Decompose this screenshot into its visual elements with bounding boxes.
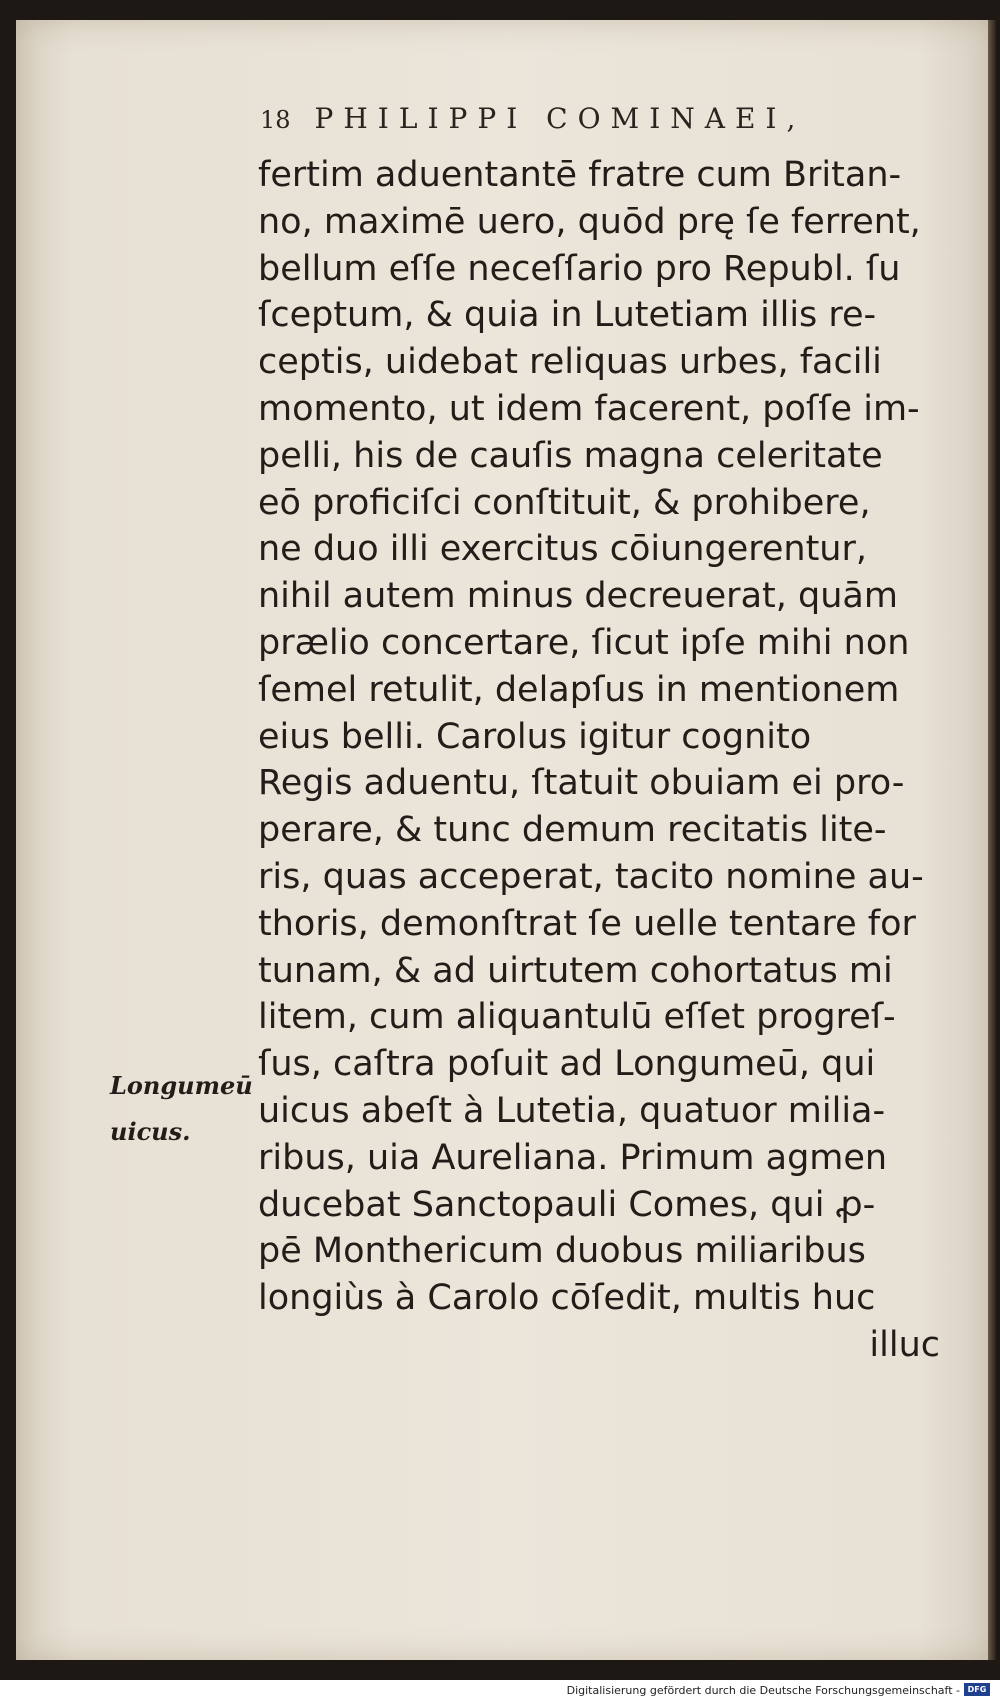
- page-edge: [988, 20, 996, 1660]
- text-line: Regis aduentu, ſtatuit obuiam ei pro-: [258, 763, 905, 804]
- text-line: uicus abeſt à Lutetia, quatuor milia-: [258, 1090, 886, 1131]
- marginal-note-line: Longumeū: [110, 1071, 253, 1100]
- text-line: fertim aduentantē fratre cum Britan-: [258, 155, 902, 195]
- text-line: prælio concertare, ſicut ipſe mihi non: [258, 622, 910, 663]
- text-line: ſus, caſtra poſuit ad Longumeū, qui: [258, 1044, 876, 1085]
- body-text: [258, 152, 958, 1369]
- text-line: ne duo illi exercitus cōiungerentur,: [258, 529, 867, 570]
- text-line: no, maximē uero, quōd prę ſe ferrent,: [258, 201, 921, 242]
- text-line: pelli, his de cauſis magna celeritate: [258, 435, 883, 476]
- marginal-note-line: uicus.: [110, 1117, 191, 1146]
- text-line: tunam, & ad uirtutem cohortatus mi: [258, 950, 893, 991]
- text-line: bellum eſſe neceſſario pro Republ. ſu: [258, 248, 901, 289]
- text-line: ribus, uia Aureliana. Primum agmen: [258, 1137, 888, 1178]
- text-line: eius belli. Carolus igitur cognito: [258, 716, 812, 757]
- running-head: [260, 102, 805, 135]
- funding-credit: Digitalisierung gefördert durch die Deutsche Forschungsgemeinschaft -: [566, 1684, 960, 1697]
- text-line: eō proficiſci conſtituit, & prohibere,: [258, 482, 871, 523]
- text-line: ſceptum, & quia in Lutetiam illis re-: [258, 295, 877, 336]
- text-line: ſemel retulit, delapſus in mentionem: [258, 669, 900, 710]
- text-line: ris, quas acceperat, tacito nomine au-: [258, 856, 924, 897]
- text-line: thoris, demonſtrat ſe uelle tentare for: [258, 903, 916, 944]
- text-line: perare, & tunc demum recitatis lite-: [258, 810, 887, 851]
- text-line: litem, cum aliquantulū eſſet progreſ-: [258, 997, 896, 1038]
- text-line: momento, ut idem facerent, poſſe im-: [258, 388, 920, 429]
- text-line: pē Monthericum duobus miliaribus: [258, 1231, 866, 1272]
- text-line: ceptis, uidebat reliquas urbes, facili: [258, 342, 882, 383]
- catchword: illuc: [869, 1324, 940, 1365]
- page-number: 18: [260, 106, 291, 134]
- dfg-logo-icon: DFG: [964, 1683, 990, 1696]
- text-line: ducebat Sanctopauli Comes, qui ꝓ-: [258, 1184, 876, 1225]
- text-line: longiùs à Carolo cōſedit, multis huc: [258, 1278, 876, 1319]
- marginal-note: [110, 1063, 253, 1155]
- text-line: nihil autem minus decreuerat, quām: [258, 576, 898, 617]
- running-title: PHILIPPI COMINAEI,: [314, 102, 806, 135]
